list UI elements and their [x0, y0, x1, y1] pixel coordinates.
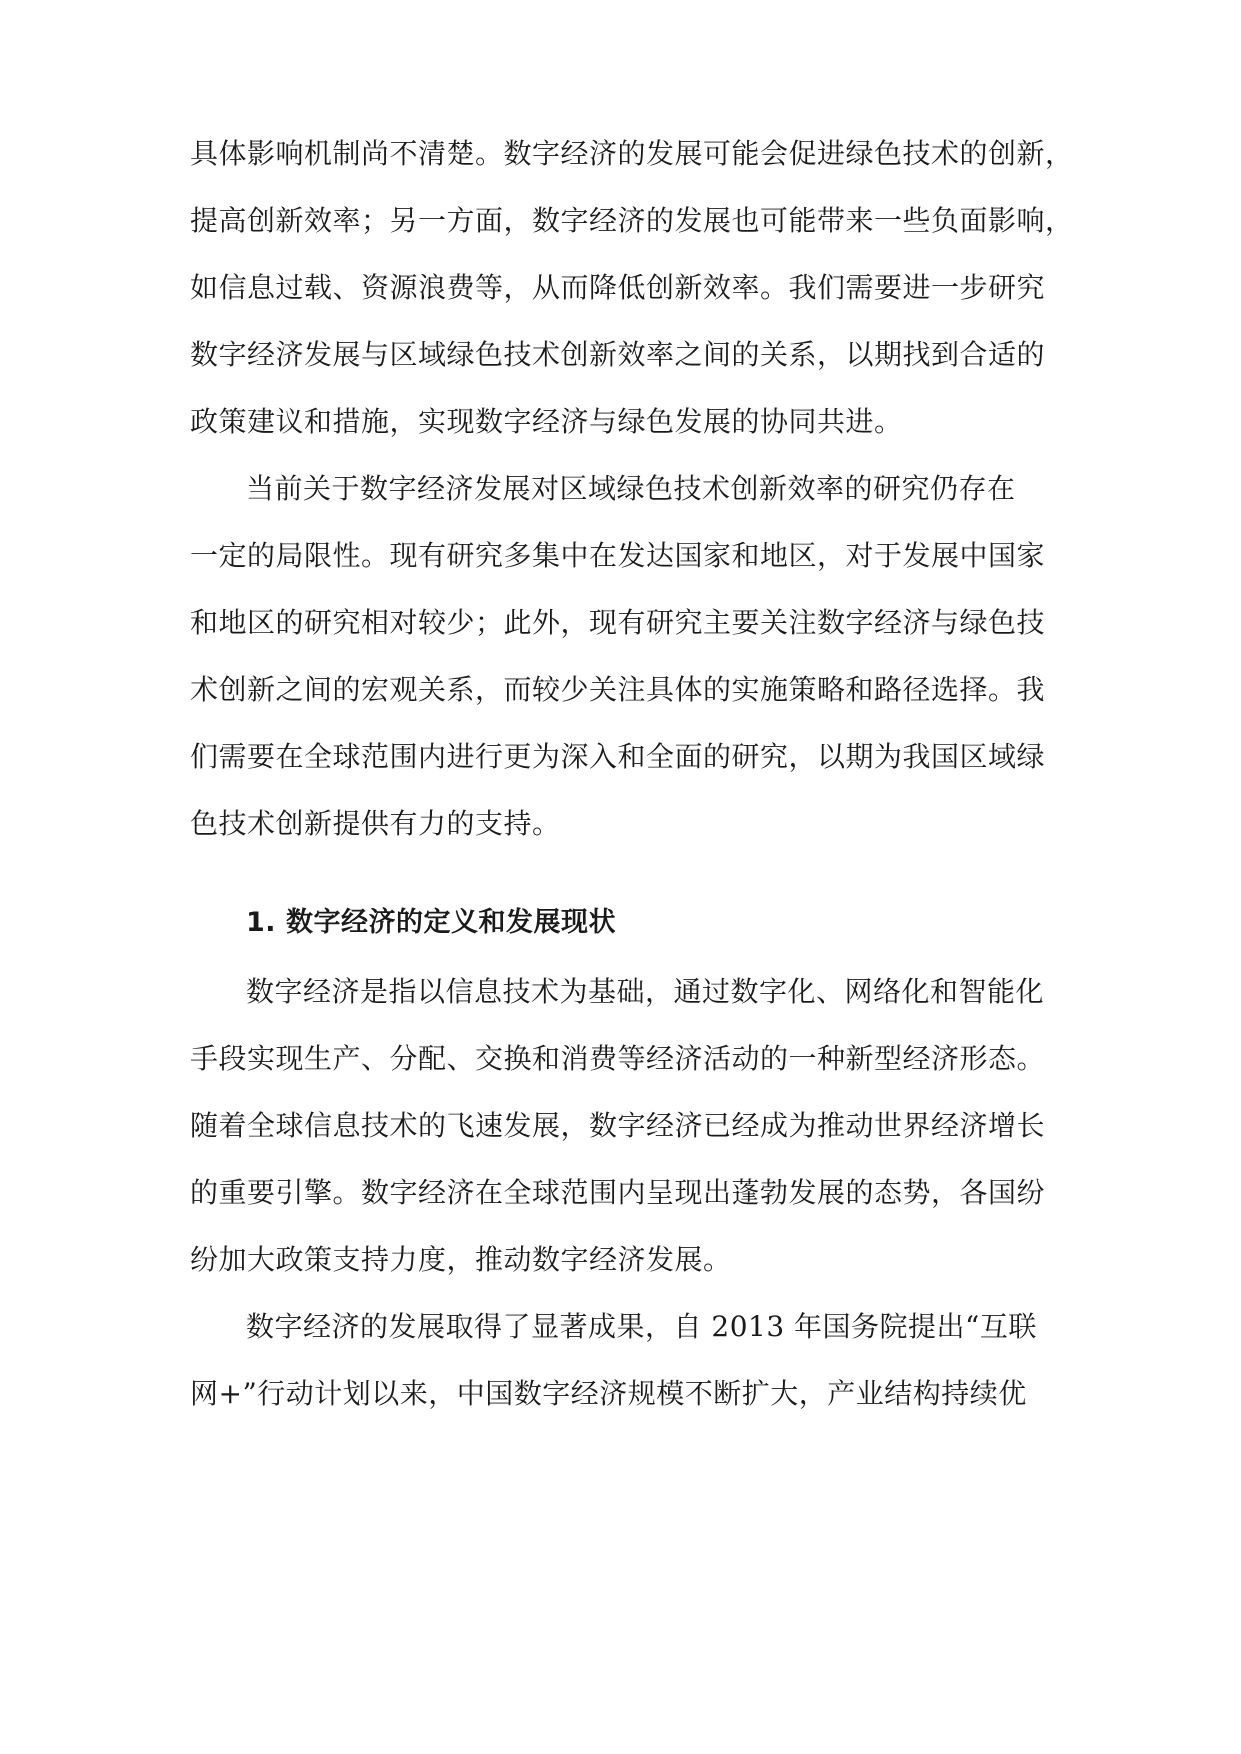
paragraph-2-line-1: 当前关于数字经济发展对区域绿色技术创新效率的研究仍存在	[246, 472, 1016, 505]
paragraph-1-line-5: 政策建议和措施，实现数字经济与绿色发展的协同共进。	[190, 405, 903, 438]
section-heading: 1. 数字经济的定义和发展现状	[246, 907, 616, 938]
paragraph-1-line-4: 数字经济发展与区域绿色技术创新效率之间的关系，以期找到合适的	[190, 338, 1046, 371]
paragraph-2-line-6: 色技术创新提供有力的支持。	[190, 807, 561, 840]
paragraph-2-line-4: 术创新之间的宏观关系，而较少关注具体的实施策略和路径选择。我	[190, 673, 1046, 706]
paragraph-1-line-3: 如信息过载、资源浪费等，从而降低创新效率。我们需要进一步研究	[190, 271, 1046, 304]
paragraph-2-line-5: 们需要在全球范围内进行更为深入和全面的研究，以期为我国区域绿	[190, 740, 1046, 773]
section-paragraph-2-line-1: 数字经济的发展取得了显著成果，自 2013 年国务院提出“互联	[246, 1310, 1037, 1343]
paragraph-1-line-1: 具体影响机制尚不清楚。数字经济的发展可能会促进绿色技术的创新，	[190, 137, 1074, 170]
section-paragraph-1-line-4: 的重要引擎。数字经济在全球范围内呈现出蓬勃发展的态势，各国纷	[190, 1176, 1046, 1209]
section-paragraph-1-line-1: 数字经济是指以信息技术为基础，通过数字化、网络化和智能化	[246, 975, 1045, 1008]
section-paragraph-1-line-3: 随着全球信息技术的飞速发展，数字经济已经成为推动世界经济增长	[190, 1109, 1046, 1142]
section-paragraph-2-line-2: 网+”行动计划以来，中国数字经济规模不断扩大，产业结构持续优	[190, 1377, 1027, 1410]
paragraph-1-line-2: 提高创新效率；另一方面，数字经济的发展也可能带来一些负面影响，	[190, 204, 1074, 237]
section-paragraph-1-line-5: 纷加大政策支持力度，推动数字经济发展。	[190, 1243, 732, 1276]
paragraph-2-line-2: 一定的局限性。现有研究多集中在发达国家和地区，对于发展中国家	[190, 539, 1046, 572]
section-paragraph-1-line-2: 手段实现生产、分配、交换和消费等经济活动的一种新型经济形态。	[190, 1042, 1046, 1075]
paragraph-2-line-3: 和地区的研究相对较少；此外，现有研究主要关注数字经济与绿色技	[190, 606, 1046, 639]
